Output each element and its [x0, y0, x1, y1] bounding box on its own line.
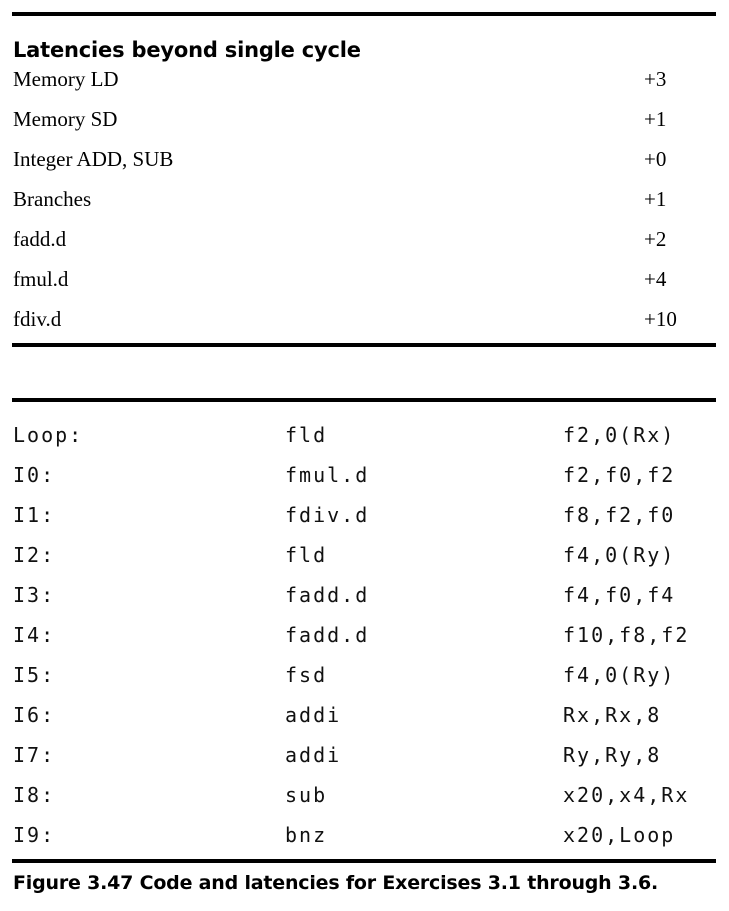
code-instruction: sub	[285, 783, 328, 807]
code-label: Loop:	[13, 423, 84, 447]
latency-row	[13, 147, 713, 187]
code-operands: x20,Loop	[563, 823, 676, 847]
code-operands: Ry,Ry,8	[563, 743, 662, 767]
latency-row	[13, 107, 713, 147]
code-row	[13, 423, 718, 463]
code-operands: f2,0(Rx)	[563, 423, 676, 447]
code-label: I0:	[13, 463, 56, 487]
code-instruction: addi	[285, 703, 342, 727]
code-operands: f4,f0,f4	[563, 583, 676, 607]
latency-row	[13, 187, 713, 227]
code-operands: f4,0(Ry)	[563, 663, 676, 687]
latency-value: +2	[644, 227, 667, 251]
code-row	[13, 783, 718, 823]
code-operands: f2,f0,f2	[563, 463, 676, 487]
latency-value: +0	[644, 147, 667, 171]
latency-op: Integer ADD, SUB	[13, 147, 174, 171]
code-row	[13, 703, 718, 743]
code-instruction: bnz	[285, 823, 328, 847]
latency-op: Branches	[13, 187, 92, 211]
latency-table-title: Latencies beyond single cycle	[13, 38, 361, 62]
code-instruction: fdiv.d	[285, 503, 370, 527]
latency-op: Memory SD	[13, 107, 118, 131]
code-instruction: fsd	[285, 663, 328, 687]
code-row	[13, 623, 718, 663]
latency-table-top-rule	[12, 12, 716, 16]
figure-caption: Figure 3.47 Code and latencies for Exercises 3.1 through 3.6.	[13, 872, 658, 894]
code-row	[13, 663, 718, 703]
latency-op: fmul.d	[13, 267, 69, 291]
code-label: I7:	[13, 743, 56, 767]
code-table-top-rule	[12, 398, 716, 402]
code-label: I4:	[13, 623, 56, 647]
latency-value: +3	[644, 67, 667, 91]
code-instruction: fmul.d	[285, 463, 370, 487]
code-row	[13, 583, 718, 623]
latency-table-bottom-rule	[12, 343, 716, 347]
code-instruction: fadd.d	[285, 623, 370, 647]
code-row	[13, 543, 718, 583]
code-row	[13, 823, 718, 863]
latency-op: Memory LD	[13, 67, 119, 91]
code-label: I3:	[13, 583, 56, 607]
code-row	[13, 463, 718, 503]
code-row	[13, 743, 718, 783]
code-operands: x20,x4,Rx	[563, 783, 690, 807]
code-label: I1:	[13, 503, 56, 527]
latency-row	[13, 227, 713, 267]
code-label: I8:	[13, 783, 56, 807]
code-label: I5:	[13, 663, 56, 687]
code-operands: f8,f2,f0	[563, 503, 676, 527]
latency-value: +1	[644, 107, 667, 131]
latency-row	[13, 307, 713, 347]
code-operands: Rx,Rx,8	[563, 703, 662, 727]
code-label: I9:	[13, 823, 56, 847]
latency-value: +1	[644, 187, 667, 211]
code-instruction: fld	[285, 543, 328, 567]
code-label: I6:	[13, 703, 56, 727]
code-table-bottom-rule	[12, 859, 716, 863]
code-instruction: fld	[285, 423, 328, 447]
code-instruction: fadd.d	[285, 583, 370, 607]
code-operands: f4,0(Ry)	[563, 543, 676, 567]
code-instruction: addi	[285, 743, 342, 767]
code-operands: f10,f8,f2	[563, 623, 690, 647]
latency-row	[13, 267, 713, 307]
latency-value: +10	[644, 307, 677, 331]
code-label: I2:	[13, 543, 56, 567]
latency-row	[13, 67, 713, 107]
latency-op: fadd.d	[13, 227, 67, 251]
latency-op: fdiv.d	[13, 307, 62, 331]
latency-value: +4	[644, 267, 667, 291]
code-row	[13, 503, 718, 543]
